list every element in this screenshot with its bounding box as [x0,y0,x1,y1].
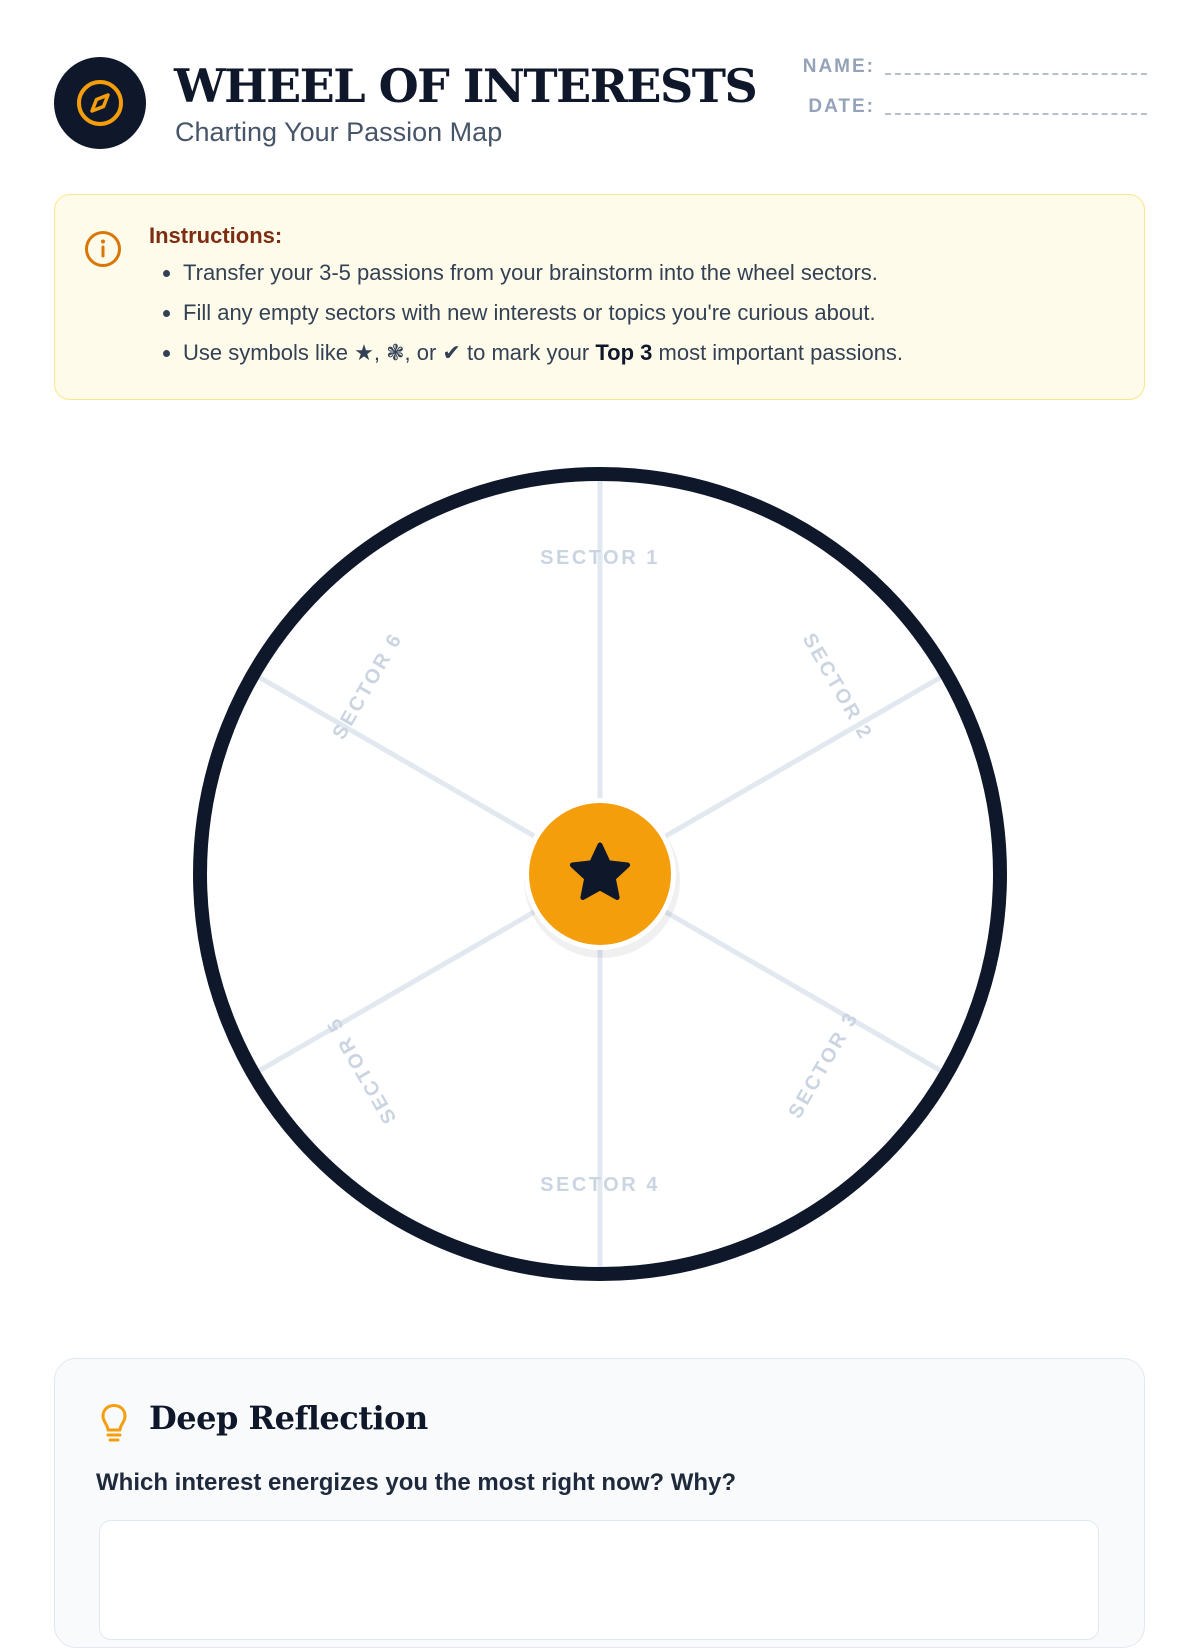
sector-label-4[interactable]: SECTOR 4 [540,1174,660,1196]
sector-label-5[interactable]: SECTOR 5 [322,1012,402,1128]
name-field[interactable] [803,56,1147,78]
sector-label-2[interactable]: SECTOR 2 [797,629,877,745]
name-label: NAME: [802,56,875,77]
compass-icon [54,57,146,149]
top-3-emphasis: Top 3 [595,340,653,365]
date-field[interactable] [808,96,1147,118]
symbol-examples: ★, ❃, or ✔ [354,340,461,365]
name-line[interactable] [885,59,1147,75]
reflection-question: Which interest energizes you the most right now? Why? [96,1469,737,1496]
instruction-item: • Fill any empty sectors with new interests or topics you're curious about. [183,293,1123,333]
wheel-svg [180,454,1020,1294]
date-label: DATE: [808,96,875,117]
page-title: WHEEL OF INTERESTS [174,59,757,113]
sector-label-1[interactable]: SECTOR 1 [540,547,660,569]
lightbulb-icon [99,1403,129,1448]
instructions-title: Instructions: [149,223,283,248]
interest-wheel [180,454,1020,1294]
instruction-item: • Use symbols like ★, ❃, or ✔ to mark your Top 3 most important passions. [183,333,1123,373]
sector-label-6[interactable]: SECTOR 6 [328,628,408,744]
reflection-card [54,1358,1145,1648]
date-line[interactable] [885,99,1147,115]
reflection-title: Deep Reflection [149,1399,428,1437]
sector-label-3[interactable]: SECTOR 3 [784,1007,864,1123]
instructions-box [54,194,1145,400]
reflection-answer-box[interactable] [99,1520,1099,1640]
page-header [54,56,1147,156]
instructions-list [183,253,1123,373]
page-subtitle: Charting Your Passion Map [175,117,503,147]
instruction-item: • Transfer your 3-5 passions from your brainstorm into the wheel sectors. [183,253,1123,293]
info-icon [83,229,123,274]
